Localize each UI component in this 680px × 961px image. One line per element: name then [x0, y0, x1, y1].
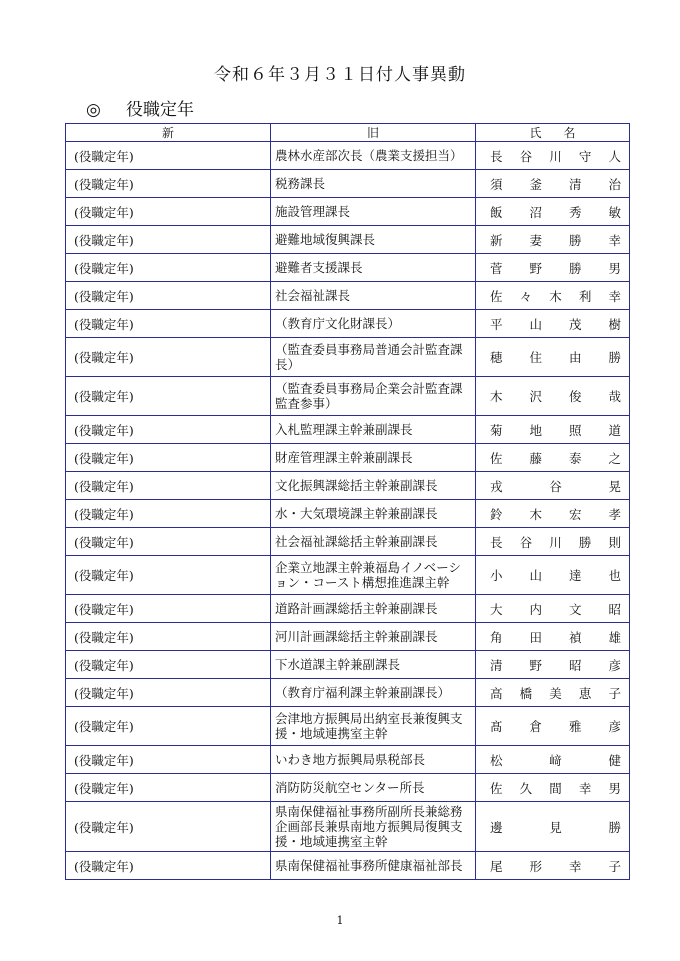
old-position-cell: 財産管理課主幹兼副課長	[271, 444, 476, 472]
person-name-text: 長 谷 川 守 人	[490, 148, 621, 164]
old-position-cell: 避難地域復興課長	[271, 226, 476, 254]
person-name-cell	[476, 198, 630, 226]
new-position-cell: (役職定年)	[66, 310, 271, 338]
old-position-cell: 水・大気環境課主幹兼副課長	[271, 500, 476, 528]
person-name-text: 佐 藤 泰 之	[490, 450, 621, 466]
person-name-text: 邊 見 勝	[490, 819, 621, 835]
person-name-text: 角 田 禎 雄	[490, 629, 621, 645]
table-row	[66, 623, 630, 651]
old-position-cell: （監査委員事務局企業会計監査課監査参事）	[271, 377, 476, 416]
old-position-cell: 下水道課主幹兼副課長	[271, 651, 476, 679]
table-header-row	[66, 124, 630, 142]
old-position-cell: 道路計画課総括主幹兼副課長	[271, 595, 476, 623]
table-row	[66, 254, 630, 282]
person-name-cell	[476, 774, 630, 802]
table-row	[66, 556, 630, 595]
old-position-cell: 県南保健福祉事務所副所長兼総務企画部長兼県南地方振興局復興支援・地域連携室主幹	[271, 802, 476, 852]
table-row	[66, 472, 630, 500]
person-name-cell	[476, 556, 630, 595]
person-name-text: 長 谷 川 勝 則	[490, 534, 621, 550]
old-position-cell: 企業立地課主幹兼福島イノベーション・コースト構想推進課主幹	[271, 556, 476, 595]
personnel-table	[65, 123, 630, 880]
new-position-cell: (役職定年)	[66, 500, 271, 528]
person-name-cell	[476, 472, 630, 500]
person-name-cell	[476, 254, 630, 282]
table-row	[66, 198, 630, 226]
new-position-cell: (役職定年)	[66, 198, 271, 226]
table-row	[66, 651, 630, 679]
person-name-cell	[476, 310, 630, 338]
table-row	[66, 500, 630, 528]
new-position-cell: (役職定年)	[66, 707, 271, 746]
page-title: 令和６年３月３１日付人事異動	[214, 65, 466, 85]
table-row	[66, 310, 630, 338]
person-name-text: 佐 久 間 幸 男	[490, 780, 621, 796]
person-name-cell	[476, 746, 630, 774]
new-position-cell: (役職定年)	[66, 416, 271, 444]
old-position-cell: 河川計画課総括主幹兼副課長	[271, 623, 476, 651]
table-row	[66, 595, 630, 623]
new-position-cell: (役職定年)	[66, 746, 271, 774]
section-heading	[86, 95, 194, 120]
old-position-cell: いわき地方振興局県税部長	[271, 746, 476, 774]
person-name-text: 清 野 昭 彦	[490, 657, 621, 673]
person-name-text: 穂 住 由 勝	[490, 350, 621, 365]
new-position-cell: (役職定年)	[66, 444, 271, 472]
old-position-cell: 入札監理課主幹兼副課長	[271, 416, 476, 444]
table-row	[66, 226, 630, 254]
new-position-cell: (役職定年)	[66, 528, 271, 556]
person-name-cell	[476, 282, 630, 310]
person-name-cell	[476, 679, 630, 707]
person-name-cell	[476, 802, 630, 852]
person-name-text: 髙 倉 雅 彦	[490, 719, 621, 734]
table-row	[66, 707, 630, 746]
old-position-cell: 社会福祉課総括主幹兼副課長	[271, 528, 476, 556]
new-position-cell: (役職定年)	[66, 802, 271, 852]
old-position-cell: 農林水産部次長（農業支援担当）	[271, 142, 476, 170]
new-position-cell: (役職定年)	[66, 679, 271, 707]
person-name-text: 菊 地 照 道	[490, 422, 621, 438]
person-name-text: 松 﨑 健	[490, 752, 621, 768]
person-name-cell	[476, 500, 630, 528]
old-position-cell: 施設管理課長	[271, 198, 476, 226]
table-row	[66, 142, 630, 170]
old-position-cell: 消防防災航空センター所長	[271, 774, 476, 802]
table-row	[66, 377, 630, 416]
person-name-cell	[476, 142, 630, 170]
table-row	[66, 774, 630, 802]
section-label: 役職定年	[126, 100, 194, 120]
person-name-cell	[476, 226, 630, 254]
person-name-text: 尾 形 幸 子	[490, 858, 621, 874]
person-name-text: 木 沢 俊 哉	[490, 389, 621, 404]
table-row	[66, 416, 630, 444]
page-number: 1	[336, 914, 344, 927]
person-name-cell	[476, 707, 630, 746]
table-row	[66, 170, 630, 198]
column-header-name: 氏名	[476, 124, 630, 142]
person-name-cell	[476, 416, 630, 444]
old-position-cell: 会津地方振興局出納室長兼復興支援・地域連携室主幹	[271, 707, 476, 746]
double-circle-icon: ◎	[86, 100, 101, 120]
column-header-old: 旧	[271, 124, 476, 142]
table-row	[66, 444, 630, 472]
new-position-cell: (役職定年)	[66, 338, 271, 377]
new-position-cell: (役職定年)	[66, 774, 271, 802]
person-name-text: 平 山 茂 樹	[490, 316, 621, 332]
person-name-cell	[476, 377, 630, 416]
person-name-cell	[476, 595, 630, 623]
table-row	[66, 746, 630, 774]
person-name-text: 戎 谷 晃	[490, 478, 621, 494]
table-row	[66, 802, 630, 852]
person-name-cell	[476, 444, 630, 472]
old-position-cell: （教育庁文化財課長）	[271, 310, 476, 338]
new-position-cell: (役職定年)	[66, 142, 271, 170]
person-name-cell	[476, 852, 630, 880]
person-name-text: 飯 沼 秀 敏	[490, 204, 621, 220]
person-name-text: 大 内 文 昭	[490, 601, 621, 617]
table-row	[66, 679, 630, 707]
person-name-text: 高 橋 美 恵 子	[490, 685, 621, 701]
person-name-cell	[476, 651, 630, 679]
old-position-cell: 県南保健福祉事務所健康福祉部長	[271, 852, 476, 880]
new-position-cell: (役職定年)	[66, 170, 271, 198]
new-position-cell: (役職定年)	[66, 254, 271, 282]
person-name-cell	[476, 623, 630, 651]
table-row	[66, 282, 630, 310]
new-position-cell: (役職定年)	[66, 623, 271, 651]
new-position-cell: (役職定年)	[66, 226, 271, 254]
person-name-text: 須 釜 清 治	[490, 176, 621, 192]
person-name-cell	[476, 338, 630, 377]
table-row	[66, 528, 630, 556]
person-name-text: 鈴 木 宏 孝	[490, 506, 621, 522]
person-name-text: 小 山 達 也	[490, 568, 621, 583]
new-position-cell: (役職定年)	[66, 852, 271, 880]
new-position-cell: (役職定年)	[66, 556, 271, 595]
new-position-cell: (役職定年)	[66, 282, 271, 310]
new-position-cell: (役職定年)	[66, 651, 271, 679]
person-name-cell	[476, 170, 630, 198]
table-row	[66, 852, 630, 880]
person-name-text: 新 妻 勝 幸	[490, 232, 621, 248]
old-position-cell: （教育庁福利課主幹兼副課長）	[271, 679, 476, 707]
new-position-cell: (役職定年)	[66, 595, 271, 623]
person-name-text: 菅 野 勝 男	[490, 260, 621, 276]
old-position-cell: 避難者支援課長	[271, 254, 476, 282]
old-position-cell: 税務課長	[271, 170, 476, 198]
old-position-cell: （監査委員事務局普通会計監査課長）	[271, 338, 476, 377]
column-header-new: 新	[66, 124, 271, 142]
old-position-cell: 文化振興課総括主幹兼副課長	[271, 472, 476, 500]
person-name-text: 佐 々 木 利 幸	[490, 288, 621, 304]
person-name-cell	[476, 528, 630, 556]
new-position-cell: (役職定年)	[66, 472, 271, 500]
old-position-cell: 社会福祉課長	[271, 282, 476, 310]
table-row	[66, 338, 630, 377]
new-position-cell: (役職定年)	[66, 377, 271, 416]
